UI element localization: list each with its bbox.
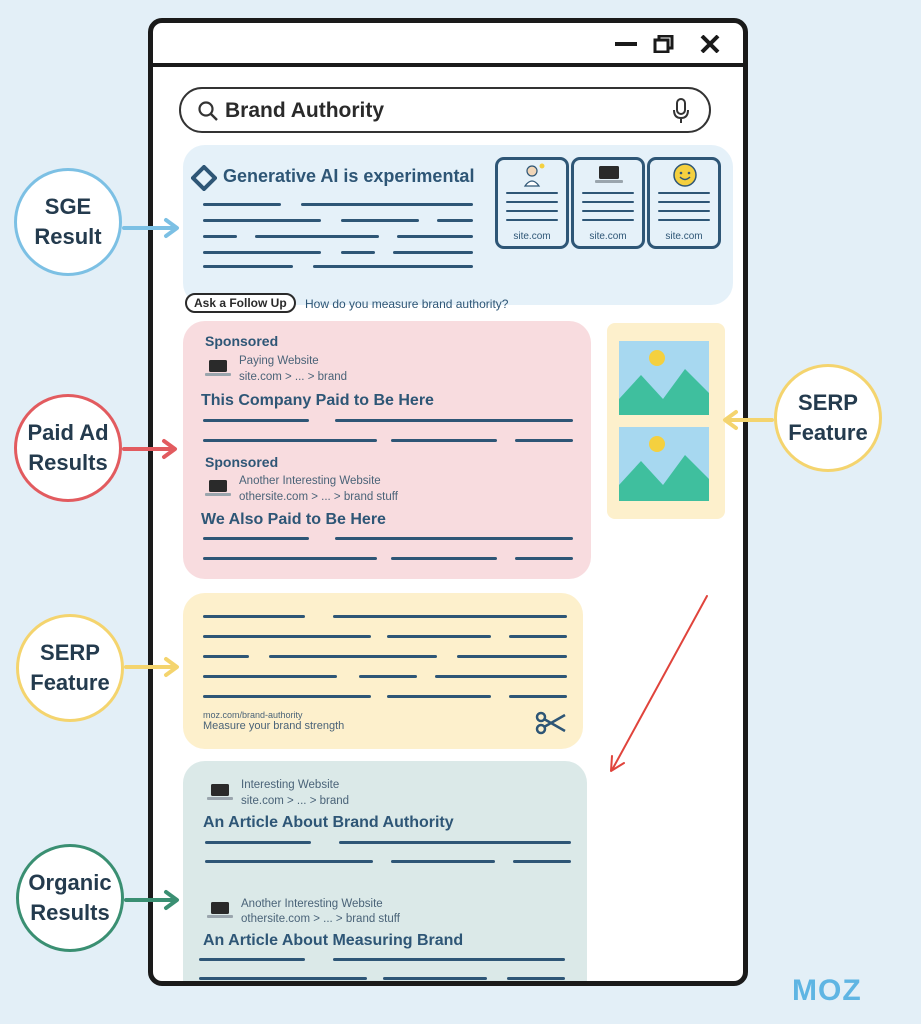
- ask-follow-up-button[interactable]: Ask a Follow Up: [185, 293, 296, 313]
- restore-icon[interactable]: [653, 35, 675, 53]
- organic-url[interactable]: site.com > ... > brand: [241, 795, 350, 807]
- organic-url[interactable]: othersite.com > ... > brand stuff: [241, 913, 400, 925]
- laptop-icon: [594, 164, 624, 186]
- search-icon: [197, 100, 219, 122]
- sge-result-label: SGE Result: [14, 168, 122, 276]
- source-card[interactable]: [647, 157, 721, 249]
- organic-results-label: Organic Results: [16, 844, 124, 952]
- organic-results-panel: [183, 761, 587, 986]
- person-icon: [520, 162, 546, 188]
- serp-feature-label: SERP Feature: [774, 364, 882, 472]
- minimize-icon[interactable]: [615, 35, 637, 53]
- image-serp-feature: [607, 323, 725, 519]
- organic-site-name: Interesting Website: [241, 779, 340, 791]
- follow-up-question[interactable]: How do you measure brand authority?: [305, 297, 509, 311]
- microphone-icon[interactable]: [671, 98, 691, 124]
- smiley-icon: [672, 162, 698, 188]
- organic-title[interactable]: An Article About Brand Authority: [203, 814, 454, 831]
- organic-title[interactable]: An Article About Measuring Brand: [203, 932, 464, 949]
- organic-site-name: Another Interesting Website: [241, 898, 383, 910]
- laptop-icon: [207, 899, 233, 921]
- featured-snippet-panel: [183, 593, 583, 749]
- ad-site-name: Another Interesting Website: [239, 475, 381, 487]
- source-card[interactable]: [571, 157, 645, 249]
- source-card[interactable]: [495, 157, 569, 249]
- ad-title[interactable]: This Company Paid to Be Here: [201, 392, 434, 409]
- source-domain: site.com: [665, 231, 703, 242]
- sge-panel: [183, 145, 733, 311]
- title-bar: [153, 23, 743, 67]
- ad-url[interactable]: site.com > ... > brand: [239, 371, 348, 383]
- sponsored-label: Sponsored: [205, 454, 279, 470]
- snippet-url[interactable]: moz.com/brand-authority: [203, 710, 303, 720]
- search-query[interactable]: Brand Authority: [225, 99, 385, 122]
- laptop-icon: [207, 781, 233, 803]
- scissors-icon[interactable]: [535, 711, 567, 735]
- paid-ad-results-label: Paid Ad Results: [14, 394, 122, 502]
- sponsored-label: Sponsored: [205, 333, 279, 349]
- browser-window: [148, 18, 748, 986]
- landscape-image-icon[interactable]: [619, 427, 709, 501]
- laptop-icon: [205, 477, 231, 499]
- sge-title: Generative AI is experimental: [223, 166, 475, 186]
- source-domain: site.com: [589, 231, 627, 242]
- ad-url[interactable]: othersite.com > ... > brand stuff: [239, 491, 398, 503]
- diamond-icon: [191, 165, 217, 191]
- ad-title[interactable]: We Also Paid to Be Here: [201, 511, 386, 528]
- paid-ads-panel: [183, 321, 591, 579]
- landscape-image-icon[interactable]: [619, 341, 709, 415]
- laptop-icon: [205, 357, 231, 379]
- search-bar[interactable]: [179, 87, 711, 133]
- moz-logo: MOZ: [792, 974, 862, 1007]
- serp-feature-label: SERP Feature: [16, 614, 124, 722]
- snippet-caption: Measure your brand strength: [203, 720, 345, 732]
- source-domain: site.com: [513, 231, 551, 242]
- close-icon[interactable]: [699, 35, 721, 53]
- ad-site-name: Paying Website: [239, 355, 319, 367]
